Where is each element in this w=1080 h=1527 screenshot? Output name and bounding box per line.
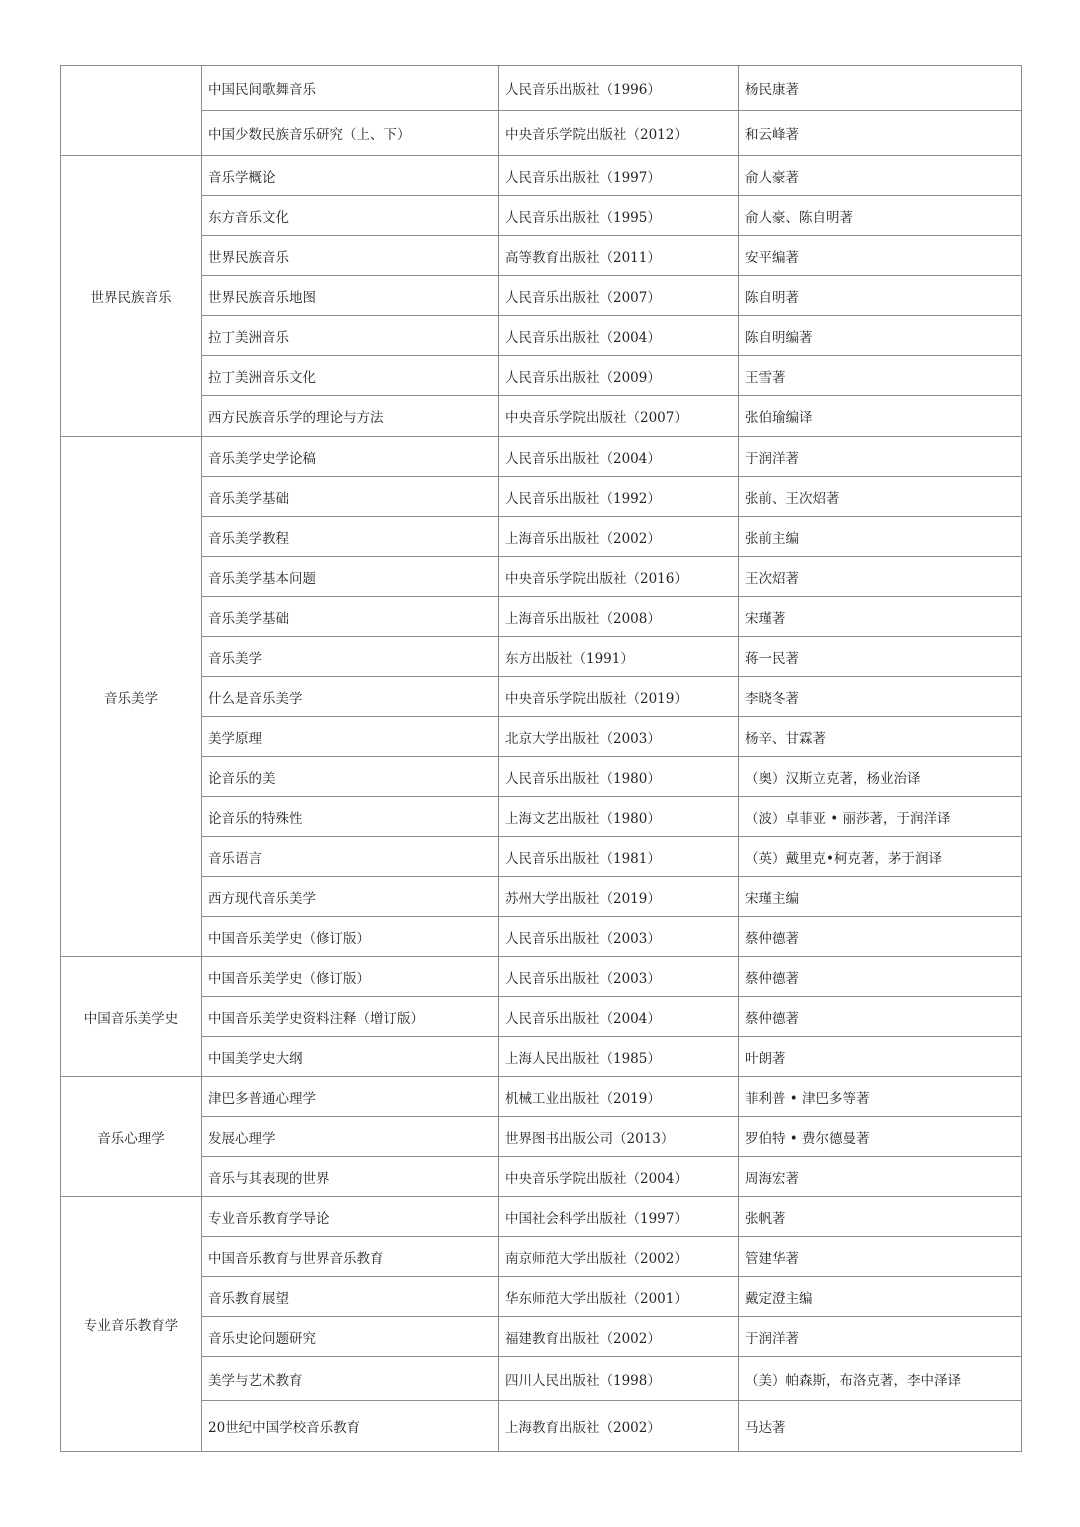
publisher-cell: 人民音乐出版社（2004） <box>499 997 739 1037</box>
title-cell: 中国音乐教育与世界音乐教育 <box>202 1237 499 1277</box>
table-row <box>61 717 1022 757</box>
title-cell: 美学与艺术教育 <box>202 1357 499 1401</box>
table-row <box>61 1157 1022 1197</box>
publisher-cell: 人民音乐出版社（1995） <box>499 196 739 236</box>
table-row <box>61 316 1022 356</box>
publisher-cell: 南京师范大学出版社（2002） <box>499 1237 739 1277</box>
title-cell: 西方现代音乐美学 <box>202 877 499 917</box>
author-cell: 蔡仲德著 <box>739 997 1022 1037</box>
category-cell <box>61 66 202 156</box>
author-cell: 杨辛、甘霖著 <box>739 717 1022 757</box>
title-cell: 论音乐的特殊性 <box>202 797 499 837</box>
title-cell: 音乐学概论 <box>202 156 499 196</box>
table-row <box>61 757 1022 797</box>
author-cell: 周海宏著 <box>739 1157 1022 1197</box>
title-cell: 论音乐的美 <box>202 757 499 797</box>
table-row <box>61 1277 1022 1317</box>
table-row <box>61 637 1022 677</box>
book-list-table <box>60 65 1022 1452</box>
author-cell: 蔡仲德著 <box>739 917 1022 957</box>
publisher-cell: 苏州大学出版社（2019） <box>499 877 739 917</box>
title-cell: 中国音乐美学史（修订版） <box>202 957 499 997</box>
author-cell: 陈自明编著 <box>739 316 1022 356</box>
author-cell: 李晓冬著 <box>739 677 1022 717</box>
table-row <box>61 1037 1022 1077</box>
table-row <box>61 517 1022 557</box>
publisher-cell: 东方出版社（1991） <box>499 637 739 677</box>
publisher-cell: 人民音乐出版社（2009） <box>499 356 739 396</box>
title-cell: 发展心理学 <box>202 1117 499 1157</box>
author-cell: （英）戴里克•柯克著，茅于润译 <box>739 837 1022 877</box>
table-row <box>61 437 1022 477</box>
category-cell: 世界民族音乐 <box>61 156 202 437</box>
category-cell: 音乐心理学 <box>61 1077 202 1197</box>
author-cell: 杨民康著 <box>739 66 1022 111</box>
publisher-cell: 中央音乐学院出版社（2012） <box>499 111 739 156</box>
publisher-cell: 中央音乐学院出版社（2016） <box>499 557 739 597</box>
category-cell: 专业音乐教育学 <box>61 1197 202 1452</box>
publisher-cell: 上海文艺出版社（1980） <box>499 797 739 837</box>
title-cell: 音乐美学基本问题 <box>202 557 499 597</box>
title-cell: 中国音乐美学史（修订版） <box>202 917 499 957</box>
publisher-cell: 中央音乐学院出版社（2019） <box>499 677 739 717</box>
table-row <box>61 196 1022 236</box>
table-row <box>61 477 1022 517</box>
publisher-cell: 中央音乐学院出版社（2004） <box>499 1157 739 1197</box>
author-cell: 蔡仲德著 <box>739 957 1022 997</box>
publisher-cell: 上海教育出版社（2002） <box>499 1401 739 1452</box>
author-cell: 俞人豪著 <box>739 156 1022 196</box>
table-row <box>61 557 1022 597</box>
table-row <box>61 156 1022 196</box>
publisher-cell: 人民音乐出版社（1997） <box>499 156 739 196</box>
author-cell: 罗伯特 • 费尔德曼著 <box>739 1117 1022 1157</box>
title-cell: 音乐美学 <box>202 637 499 677</box>
table-row <box>61 1117 1022 1157</box>
author-cell: 宋瑾著 <box>739 597 1022 637</box>
author-cell: 叶朗著 <box>739 1037 1022 1077</box>
author-cell: 管建华著 <box>739 1237 1022 1277</box>
table-row <box>61 1401 1022 1452</box>
table-row <box>61 877 1022 917</box>
author-cell: 张前主编 <box>739 517 1022 557</box>
table-row <box>61 236 1022 276</box>
table-row <box>61 677 1022 717</box>
category-cell: 中国音乐美学史 <box>61 957 202 1077</box>
publisher-cell: 人民音乐出版社（1980） <box>499 757 739 797</box>
title-cell: 20世纪中国学校音乐教育 <box>202 1401 499 1452</box>
publisher-cell: 北京大学出版社（2003） <box>499 717 739 757</box>
title-cell: 音乐美学基础 <box>202 597 499 637</box>
publisher-cell: 中央音乐学院出版社（2007） <box>499 396 739 437</box>
author-cell: （美）帕森斯，布洛克著，李中泽译 <box>739 1357 1022 1401</box>
table-row <box>61 1357 1022 1401</box>
table-row <box>61 917 1022 957</box>
table-row <box>61 837 1022 877</box>
author-cell: 王次炤著 <box>739 557 1022 597</box>
author-cell: 安平编著 <box>739 236 1022 276</box>
author-cell: 张帆著 <box>739 1197 1022 1237</box>
table-row <box>61 1237 1022 1277</box>
publisher-cell: 上海音乐出版社（2008） <box>499 597 739 637</box>
author-cell: 俞人豪、陈自明著 <box>739 196 1022 236</box>
publisher-cell: 上海人民出版社（1985） <box>499 1037 739 1077</box>
title-cell: 什么是音乐美学 <box>202 677 499 717</box>
title-cell: 音乐美学基础 <box>202 477 499 517</box>
title-cell: 拉丁美洲音乐 <box>202 316 499 356</box>
publisher-cell: 人民音乐出版社（1992） <box>499 477 739 517</box>
table-row <box>61 997 1022 1037</box>
publisher-cell: 人民音乐出版社（2004） <box>499 316 739 356</box>
table-row <box>61 276 1022 316</box>
publisher-cell: 人民音乐出版社（2004） <box>499 437 739 477</box>
author-cell: 宋瑾主编 <box>739 877 1022 917</box>
author-cell: 陈自明著 <box>739 276 1022 316</box>
publisher-cell: 世界图书出版公司（2013） <box>499 1117 739 1157</box>
title-cell: 中国民间歌舞音乐 <box>202 66 499 111</box>
table-row <box>61 957 1022 997</box>
table-row <box>61 396 1022 437</box>
author-cell: （波）卓菲亚 • 丽莎著，于润洋译 <box>739 797 1022 837</box>
table-row <box>61 1317 1022 1357</box>
author-cell: 于润洋著 <box>739 437 1022 477</box>
publisher-cell: 人民音乐出版社（1981） <box>499 837 739 877</box>
title-cell: 东方音乐文化 <box>202 196 499 236</box>
author-cell: 张伯瑜编译 <box>739 396 1022 437</box>
author-cell: 和云峰著 <box>739 111 1022 156</box>
author-cell: 张前、王次炤著 <box>739 477 1022 517</box>
category-cell: 音乐美学 <box>61 437 202 957</box>
publisher-cell: 上海音乐出版社（2002） <box>499 517 739 557</box>
publisher-cell: 福建教育出版社（2002） <box>499 1317 739 1357</box>
title-cell: 世界民族音乐地图 <box>202 276 499 316</box>
publisher-cell: 人民音乐出版社（2007） <box>499 276 739 316</box>
title-cell: 音乐美学史学论稿 <box>202 437 499 477</box>
table-row <box>61 597 1022 637</box>
table-row <box>61 797 1022 837</box>
title-cell: 音乐教育展望 <box>202 1277 499 1317</box>
author-cell: 马达著 <box>739 1401 1022 1452</box>
title-cell: 中国少数民族音乐研究（上、下） <box>202 111 499 156</box>
author-cell: （奥）汉斯立克著，杨业治译 <box>739 757 1022 797</box>
author-cell: 于润洋著 <box>739 1317 1022 1357</box>
publisher-cell: 四川人民出版社（1998） <box>499 1357 739 1401</box>
author-cell: 蒋一民著 <box>739 637 1022 677</box>
title-cell: 拉丁美洲音乐文化 <box>202 356 499 396</box>
author-cell: 菲利普 • 津巴多等著 <box>739 1077 1022 1117</box>
publisher-cell: 人民音乐出版社（1996） <box>499 66 739 111</box>
title-cell: 中国音乐美学史资料注释（增订版） <box>202 997 499 1037</box>
table-row <box>61 1197 1022 1237</box>
table-row <box>61 111 1022 156</box>
title-cell: 津巴多普通心理学 <box>202 1077 499 1117</box>
publisher-cell: 人民音乐出版社（2003） <box>499 957 739 997</box>
table-row <box>61 356 1022 396</box>
title-cell: 西方民族音乐学的理论与方法 <box>202 396 499 437</box>
table-row <box>61 66 1022 111</box>
publisher-cell: 高等教育出版社（2011） <box>499 236 739 276</box>
author-cell: 戴定澄主编 <box>739 1277 1022 1317</box>
book-list-body <box>61 66 1022 1452</box>
publisher-cell: 机械工业出版社（2019） <box>499 1077 739 1117</box>
title-cell: 美学原理 <box>202 717 499 757</box>
title-cell: 音乐史论问题研究 <box>202 1317 499 1357</box>
title-cell: 世界民族音乐 <box>202 236 499 276</box>
title-cell: 音乐美学教程 <box>202 517 499 557</box>
table-row <box>61 1077 1022 1117</box>
title-cell: 音乐语言 <box>202 837 499 877</box>
publisher-cell: 华东师范大学出版社（2001） <box>499 1277 739 1317</box>
author-cell: 王雪著 <box>739 356 1022 396</box>
title-cell: 音乐与其表现的世界 <box>202 1157 499 1197</box>
publisher-cell: 中国社会科学出版社（1997） <box>499 1197 739 1237</box>
publisher-cell: 人民音乐出版社（2003） <box>499 917 739 957</box>
title-cell: 专业音乐教育学导论 <box>202 1197 499 1237</box>
title-cell: 中国美学史大纲 <box>202 1037 499 1077</box>
